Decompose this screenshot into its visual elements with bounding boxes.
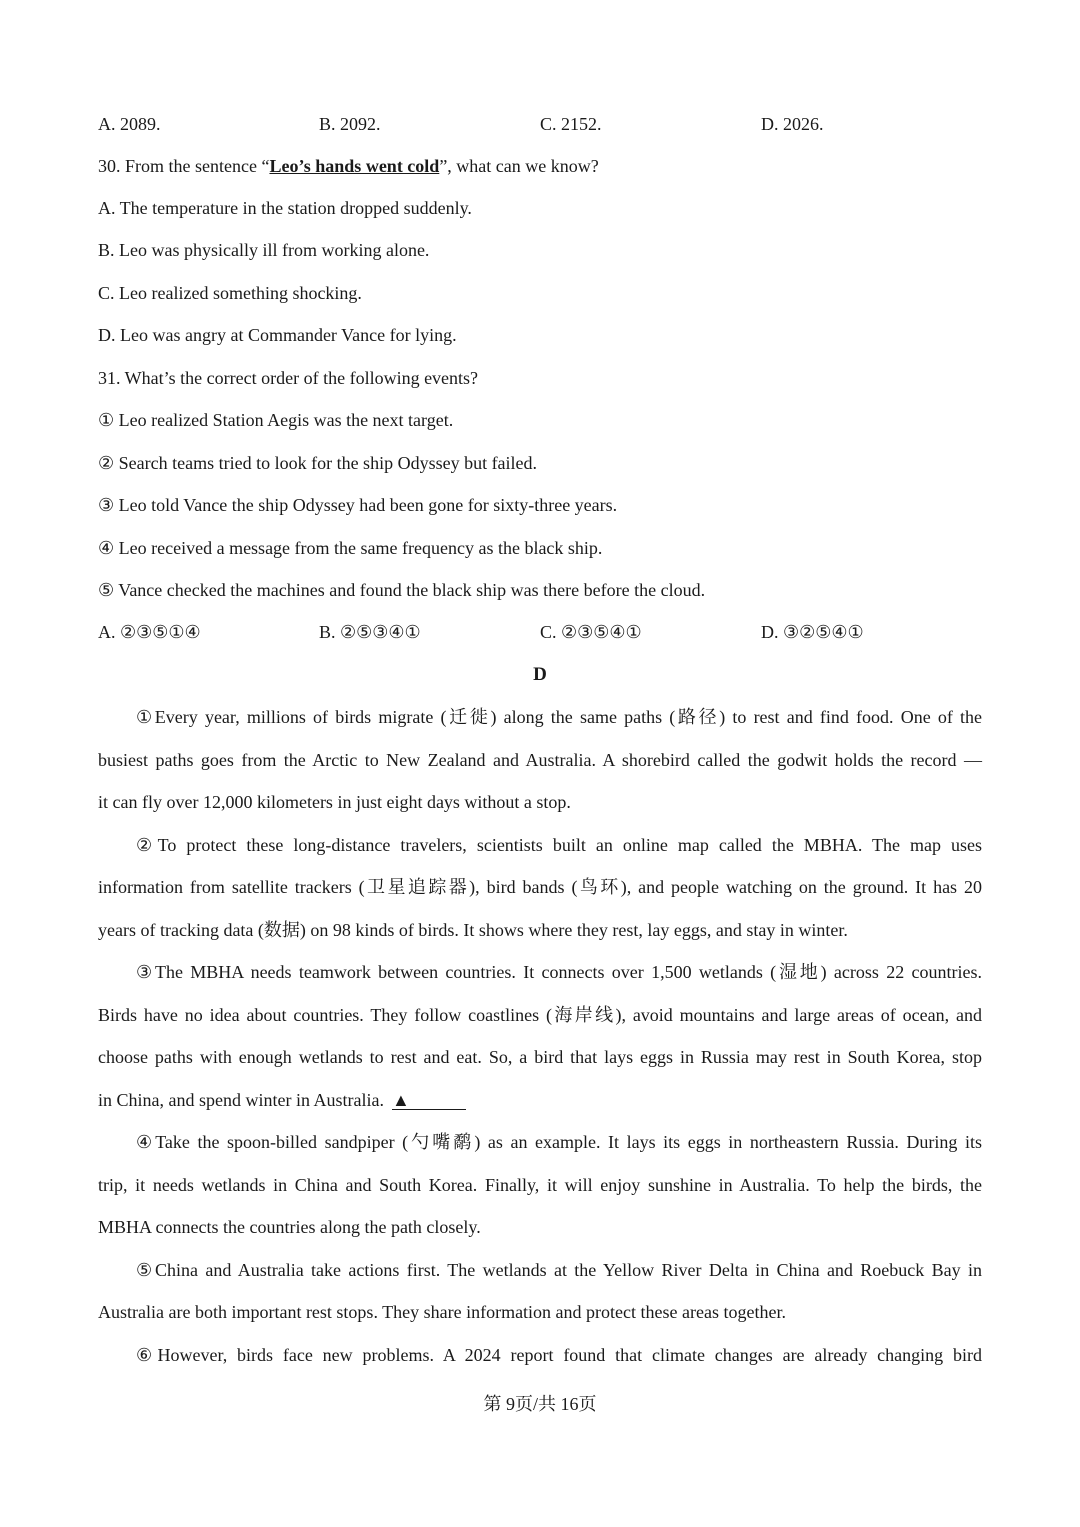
paragraph-1-line-3: it can fly over 12,000 kilometers in just eight days without a stop. [98,792,571,812]
paragraph-3-line-4 [98,1088,982,1112]
q30-stem-after: ”, what can we know? [439,156,599,176]
paragraph-4-line-2: trip, it needs wetlands in China and South Korea. Finally, it will enjoy sunshine in Australia. To help the birds, the [98,1175,982,1195]
q31-option-a: A. ②③⑤①④ [98,622,201,642]
q30-stem [98,154,599,178]
paragraph-3-line-4-text: in China, and spend winter in Australia. [98,1090,384,1110]
q31-event-3: ③ Leo told Vance the ship Odyssey had been gone for sixty-three years. [98,495,618,515]
paragraph-5-line-1: ⑤China and Australia take actions first. The wetlands at the Yellow River Delta in China and Roebuck Bay in [136,1260,982,1280]
paragraph-4-line-3: MBHA connects the countries along the path closely. [98,1217,481,1237]
q30-stem-before: 30. From the sentence “ [98,156,270,176]
paragraph-2-line-2: information from satellite trackers (卫星追踪器), bird bands (鸟环), and people watching on the ground. It has 20 [98,877,982,897]
paragraph-3-line-3: choose paths with enough wetlands to rest and eat. So, a bird that lays eggs in Russia may rest in South Korea, stop [98,1047,982,1067]
q31-options [98,620,998,644]
q29-options [98,112,998,136]
paragraph-1-line-2: busiest paths goes from the Arctic to New Zealand and Australia. A shorebird called the godwit holds the record — [98,750,982,770]
q29-option-c: C. 2152. [540,114,602,134]
paragraph-6-line-1: ⑥However, birds face new problems. A 2024 report found that climate changes are already changing bird [136,1345,982,1365]
paragraph-3-line-2: Birds have no idea about countries. They follow coastlines (海岸线), avoid mountains and large areas of ocean, and [98,1005,982,1025]
paragraph-3-line-1: ③The MBHA needs teamwork between countries. It connects over 1,500 wetlands (湿地) across 22 countries. [136,962,982,982]
q30-option-b: B. Leo was physically ill from working alone. [98,240,430,260]
q30-option-a: A. The temperature in the station dropped suddenly. [98,198,472,218]
q29-option-b: B. 2092. [319,114,381,134]
q31-event-5: ⑤ Vance checked the machines and found the black ship was there before the cloud. [98,580,706,600]
q31-stem: 31. What’s the correct order of the following events? [98,368,479,388]
q30-option-d: D. Leo was angry at Commander Vance for lying. [98,325,457,345]
page-number-footer: 第 9页/共 16页 [483,1394,597,1414]
q29-option-a: A. 2089. [98,114,161,134]
section-heading: D [533,664,547,685]
blank-triangle-icon: ▲ [391,1090,410,1110]
q30-option-c: C. Leo realized something shocking. [98,283,362,303]
q31-event-2: ② Search teams tried to look for the ship Odyssey but failed. [98,453,538,473]
paragraph-2-line-3: years of tracking data (数据) on 98 kinds of birds. It shows where they rest, lay eggs, and stay in winter. [98,920,848,940]
q31-option-b: B. ②⑤③④① [319,622,421,642]
answer-blank [392,1091,466,1110]
q31-event-4: ④ Leo received a message from the same frequency as the black ship. [98,538,603,558]
q31-option-c: C. ②③⑤④① [540,622,642,642]
paragraph-5-line-2: Australia are both important rest stops. They share information and protect these areas together. [98,1302,786,1322]
paragraph-2-line-1: ②To protect these long-distance travelers, scientists built an online map called the MBHA. The map uses [136,835,982,855]
q31-event-1: ① Leo realized Station Aegis was the next target. [98,410,454,430]
q31-option-d: D. ③②⑤④① [761,622,864,642]
q29-option-d: D. 2026. [761,114,824,134]
paragraph-4-line-1: ④Take the spoon-billed sandpiper (勺嘴鹬) as an example. It lays its eggs in northeastern Russia. During its [136,1132,982,1152]
q30-quoted-sentence: Leo’s hands went cold [269,156,440,176]
paragraph-1-line-1: ①Every year, millions of birds migrate (迁徙) along the same paths (路径) to rest and find food. One of the [136,707,982,727]
